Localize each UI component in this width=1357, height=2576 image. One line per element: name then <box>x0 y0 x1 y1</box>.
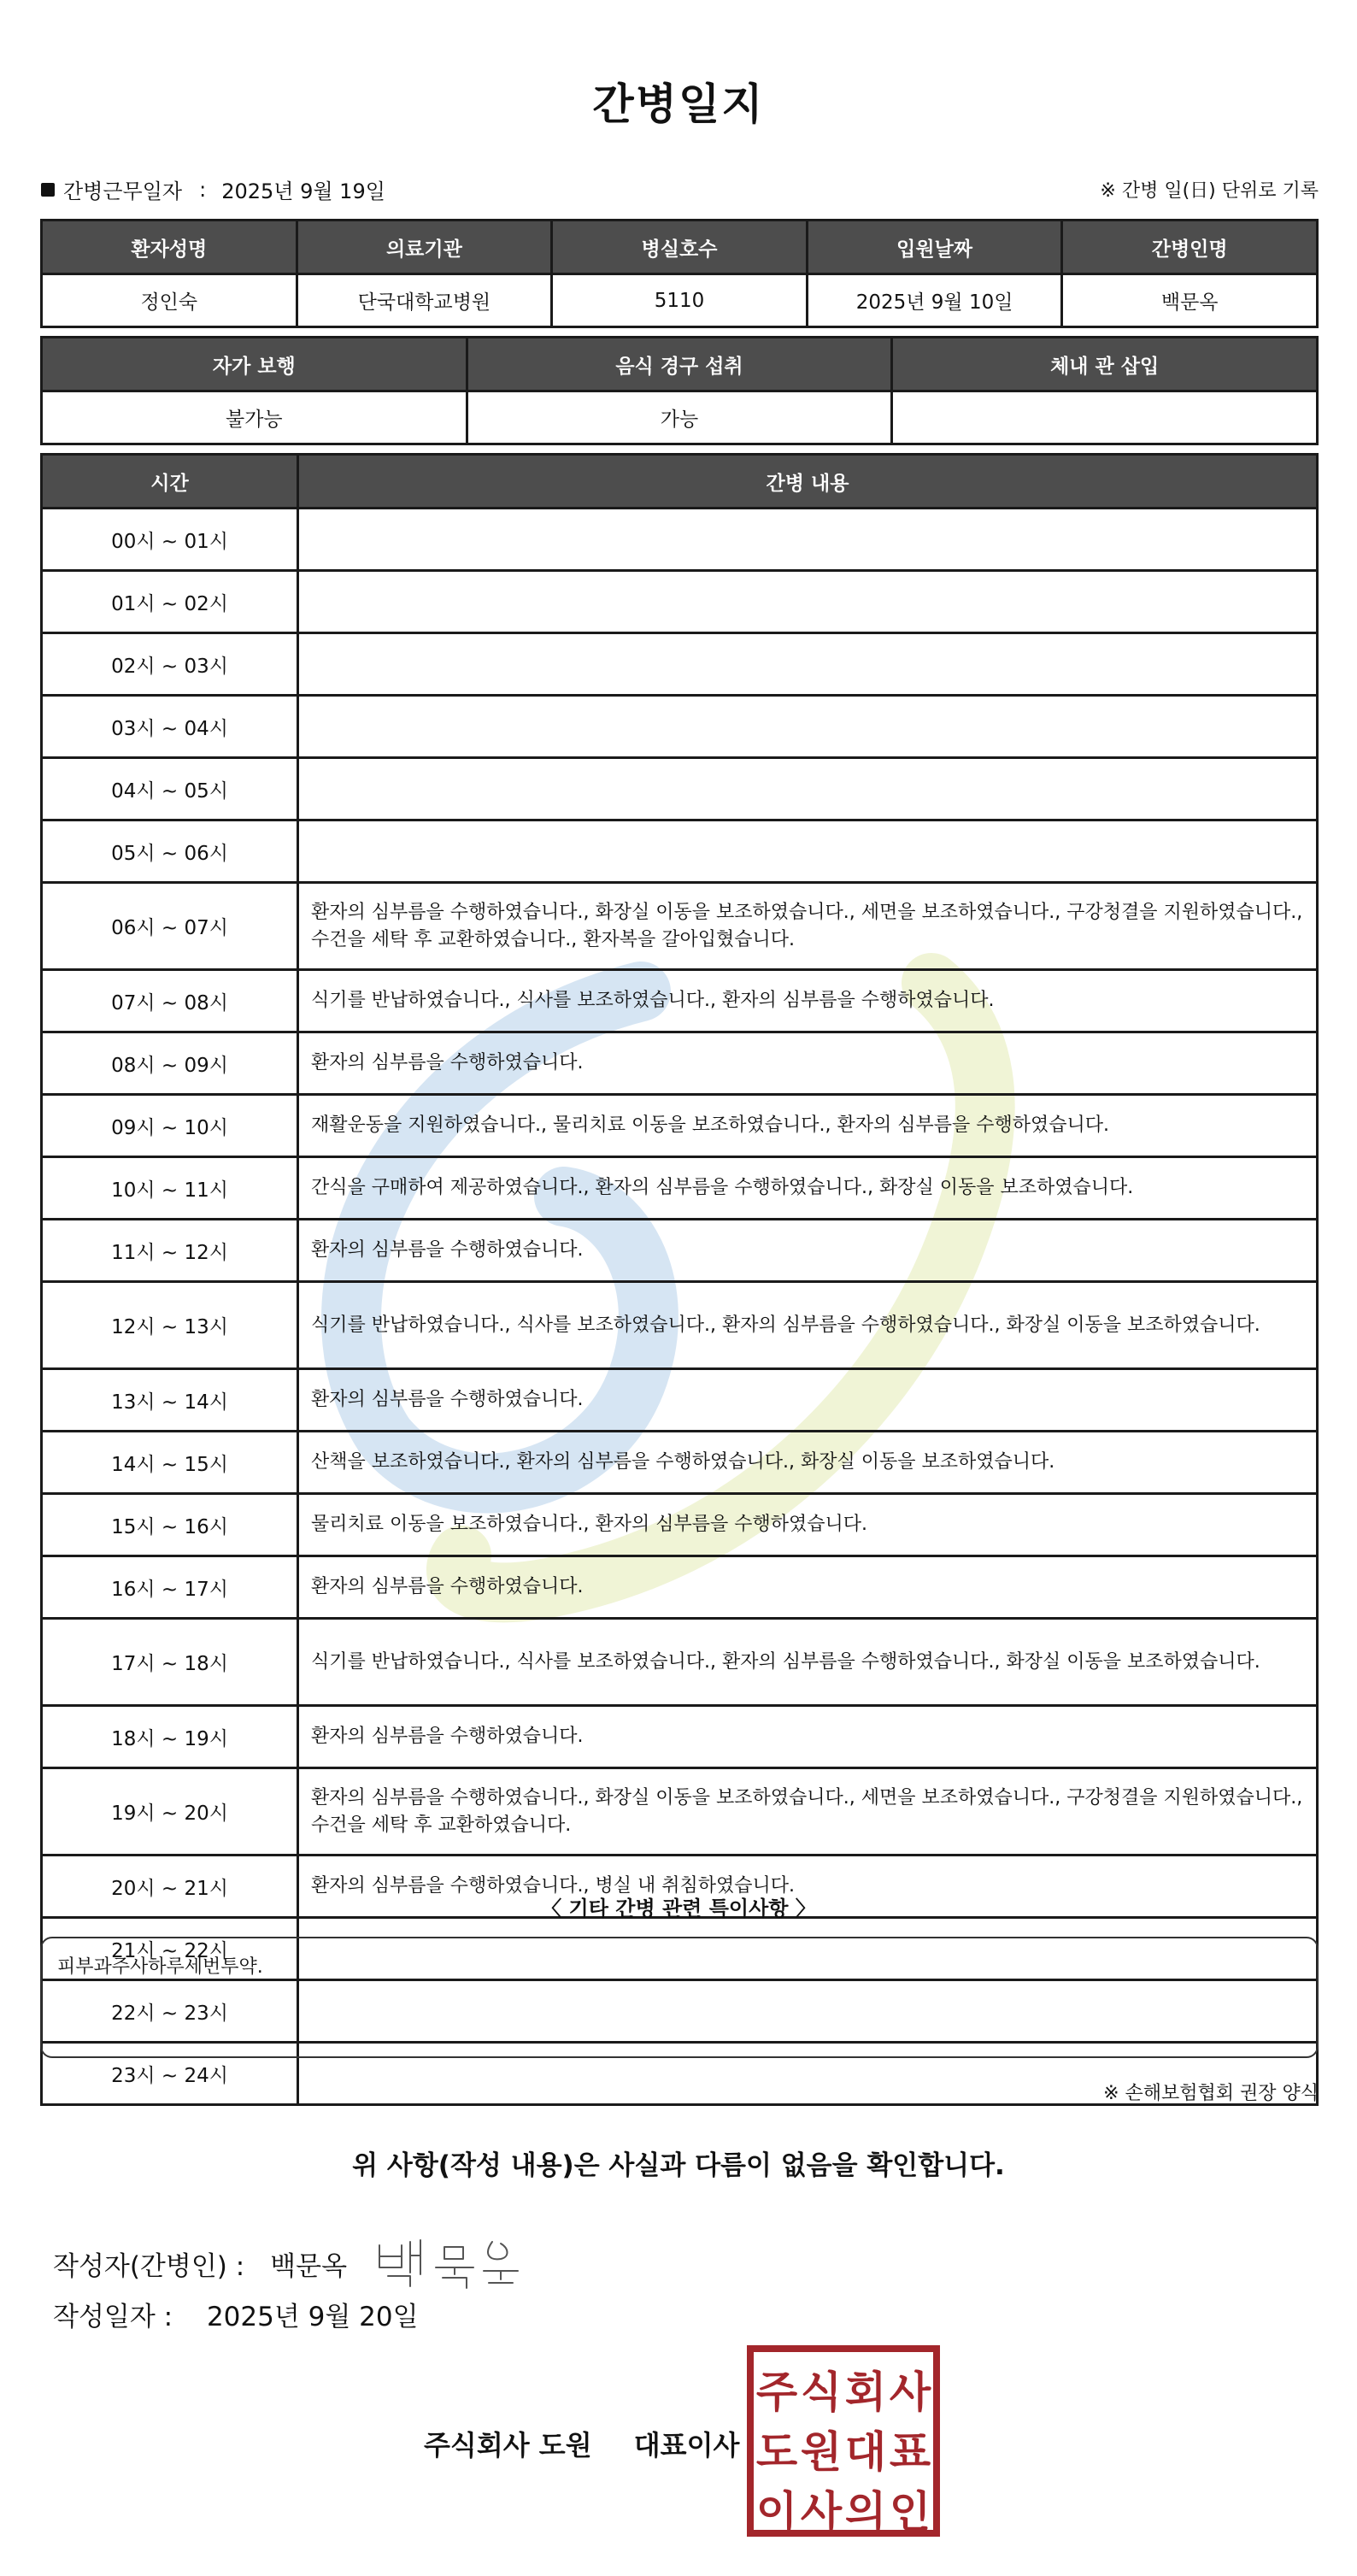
care-log-time: 04시 ~ 05시 <box>42 758 298 820</box>
hospital-name: 단국대학교병원 <box>297 274 552 327</box>
page-title: 간병일지 <box>592 79 765 129</box>
care-log-row <box>42 1220 1318 1282</box>
care-log-time: 21시 ~ 22시 <box>42 1918 298 1980</box>
room-number: 5110 <box>552 274 808 327</box>
handwritten-signature <box>373 2233 526 2293</box>
care-log-time: 06시 ~ 07시 <box>42 883 298 970</box>
seal-character: 표 <box>889 2427 931 2477</box>
company-line <box>424 2424 739 2463</box>
care-log-row <box>42 758 1318 820</box>
care-log-content: 환자의 심부름을 수행하였습니다. <box>298 1032 1318 1095</box>
care-log-content <box>298 758 1318 820</box>
seal-character: 주 <box>755 2367 798 2417</box>
seal-character: 원 <box>800 2427 843 2477</box>
header-patient-name: 환자성명 <box>42 221 297 274</box>
unit-note: ※ 간병 일(日) 단위로 기록 <box>1100 180 1319 202</box>
care-log-row <box>42 883 1318 970</box>
association-note: ※ 손해보험협회 권장 양식 <box>1103 2083 1319 2104</box>
care-log-content: 환자의 심부름을 수행하였습니다. <box>298 1556 1318 1619</box>
care-log-row <box>42 1494 1318 1556</box>
notes-box <box>40 1937 1319 2058</box>
care-log-content: 식기를 반납하였습니다., 식사를 보조하였습니다., 환자의 심부름을 수행하였습니다., 화장실 이동을 보조하였습니다. <box>298 1619 1318 1706</box>
tube-insertion-value <box>892 391 1318 444</box>
care-log-row <box>42 633 1318 696</box>
care-log-time: 00시 ~ 01시 <box>42 509 298 571</box>
notes-heading: 〈 기타 간병 관련 특이사항 〉 <box>541 1897 816 1920</box>
patient-info-value-row <box>42 274 1318 327</box>
care-log-row <box>42 1556 1318 1619</box>
patient-status-header-row <box>42 338 1318 391</box>
seal-character: 대 <box>844 2427 887 2477</box>
care-log-content: 산책을 보조하였습니다., 환자의 심부름을 수행하였습니다., 화장실 이동을 보조하였습니다. <box>298 1432 1318 1494</box>
care-log-time: 11시 ~ 12시 <box>42 1220 298 1282</box>
care-log-time: 14시 ~ 15시 <box>42 1432 298 1494</box>
patient-name: 정인숙 <box>42 274 297 327</box>
patient-info-header-row <box>42 221 1318 274</box>
care-log-row <box>42 1369 1318 1432</box>
patient-info-table <box>40 219 1319 328</box>
care-log-row <box>42 820 1318 883</box>
header-caregiver-name: 간병인명 <box>1062 221 1318 274</box>
care-log-row <box>42 970 1318 1032</box>
seal-character: 이 <box>755 2487 798 2537</box>
care-log-content: 환자의 심부름을 수행하였습니다. <box>298 1220 1318 1282</box>
seal-character: 의 <box>844 2487 887 2537</box>
care-log-row <box>42 509 1318 571</box>
care-log-time: 20시 ~ 21시 <box>42 1856 298 1918</box>
header-self-walking: 자가 보행 <box>42 338 467 391</box>
care-log-time: 23시 ~ 24시 <box>42 2043 298 2105</box>
header-hospital: 의료기관 <box>297 221 552 274</box>
written-date-line <box>53 2295 419 2333</box>
care-log-content: 물리치료 이동을 보조하였습니다., 환자의 심부름을 수행하였습니다. <box>298 1494 1318 1556</box>
work-date <box>41 174 385 204</box>
company-representative-title: 대표이사 <box>633 2429 740 2461</box>
care-log-content: 환자의 심부름을 수행하였습니다., 화장실 이동을 보조하였습니다., 세면을 보조하였습니다., 구강청결을 지원하였습니다., 수건을 세탁 후 교환하였습니다., 환자복을 갈아입혔습니다. <box>298 883 1318 970</box>
care-log-time: 07시 ~ 08시 <box>42 970 298 1032</box>
care-log-content <box>298 820 1318 883</box>
care-log-content <box>298 696 1318 758</box>
self-walking-value: 불가능 <box>42 391 467 444</box>
care-log-content <box>298 633 1318 696</box>
seal-character: 도 <box>755 2427 798 2477</box>
writer-line <box>53 2233 526 2293</box>
care-log-row <box>42 1619 1318 1706</box>
care-log-time: 10시 ~ 11시 <box>42 1157 298 1220</box>
care-log-time: 17시 ~ 18시 <box>42 1619 298 1706</box>
confirmation-statement: 위 사항(작성 내용)은 사실과 다름이 없음을 확인합니다. <box>352 2150 1005 2181</box>
care-log-time: 15시 ~ 16시 <box>42 1494 298 1556</box>
care-log-row <box>42 1768 1318 1856</box>
care-log-content: 식기를 반납하였습니다., 식사를 보조하였습니다., 환자의 심부름을 수행하였습니다. <box>298 970 1318 1032</box>
seal-character: 사 <box>800 2487 843 2537</box>
seal-character: 회 <box>844 2367 887 2417</box>
header-oral-intake: 음식 경구 섭취 <box>467 338 892 391</box>
writer-name: 백문옥 <box>270 2250 348 2282</box>
notes-text: 피부과주사하루세번투약. <box>57 1956 263 1978</box>
care-log-time: 08시 ~ 09시 <box>42 1032 298 1095</box>
seal-character: 사 <box>889 2367 931 2417</box>
care-log-time: 13시 ~ 14시 <box>42 1369 298 1432</box>
care-log-row <box>42 1095 1318 1157</box>
care-log-time: 05시 ~ 06시 <box>42 820 298 883</box>
admission-date: 2025년 9월 10일 <box>807 274 1062 327</box>
care-log-time: 03시 ~ 04시 <box>42 696 298 758</box>
header-care-content: 간병 내용 <box>298 455 1318 509</box>
writer-label: 작성자(간병인) : <box>53 2250 245 2282</box>
care-log-row <box>42 1157 1318 1220</box>
care-log-time: 01시 ~ 02시 <box>42 571 298 633</box>
care-log-content: 식기를 반납하였습니다., 식사를 보조하였습니다., 환자의 심부름을 수행하였습니다., 화장실 이동을 보조하였습니다. <box>298 1282 1318 1369</box>
care-log-content: 재활운동을 지원하였습니다., 물리치료 이동을 보조하였습니다., 환자의 심부름을 수행하였습니다. <box>298 1095 1318 1157</box>
work-date-value: 2025년 9월 19일 <box>221 179 385 203</box>
header-room-number: 병실호수 <box>552 221 808 274</box>
care-log-time: 18시 ~ 19시 <box>42 1706 298 1768</box>
work-date-label: 간병근무일자 <box>63 179 183 203</box>
care-log-time: 02시 ~ 03시 <box>42 633 298 696</box>
care-log-content: 간식을 구매하여 제공하였습니다., 환자의 심부름을 수행하였습니다., 화장실 이동을 보조하였습니다. <box>298 1157 1318 1220</box>
care-log-header-row <box>42 455 1318 509</box>
care-log-time: 09시 ~ 10시 <box>42 1095 298 1157</box>
bullet-square-icon <box>41 183 55 197</box>
header-tube-insertion: 체내 관 삽입 <box>892 338 1318 391</box>
work-date-colon: : <box>199 177 207 202</box>
care-log-time: 19시 ~ 20시 <box>42 1768 298 1856</box>
company-name: 주식회사 도원 <box>424 2429 592 2461</box>
care-log-row <box>42 1282 1318 1369</box>
care-log-content: 환자의 심부름을 수행하였습니다. <box>298 1369 1318 1432</box>
care-log-table <box>40 453 1319 2106</box>
header-admission-date: 입원날짜 <box>807 221 1062 274</box>
patient-status-value-row <box>42 391 1318 444</box>
seal-character: 인 <box>889 2487 931 2537</box>
written-date-label: 작성일자 : <box>53 2302 173 2332</box>
header-time: 시간 <box>42 455 298 509</box>
seal-character: 식 <box>800 2367 843 2417</box>
care-log-content: 환자의 심부름을 수행하였습니다. <box>298 1706 1318 1768</box>
care-log-time: 16시 ~ 17시 <box>42 1556 298 1619</box>
caregiver-name: 백문옥 <box>1062 274 1318 327</box>
care-log-row <box>42 1706 1318 1768</box>
oral-intake-value: 가능 <box>467 391 892 444</box>
care-log-content: 환자의 심부름을 수행하였습니다., 병실 내 취침하였습니다. <box>298 1856 1318 1918</box>
care-log-time: 12시 ~ 13시 <box>42 1282 298 1369</box>
care-log-content <box>298 571 1318 633</box>
care-log-row <box>42 571 1318 633</box>
care-log-content <box>298 509 1318 571</box>
company-seal-stamp <box>745 2344 942 2538</box>
written-date-value: 2025년 9월 20일 <box>206 2302 419 2332</box>
care-log-row <box>42 1432 1318 1494</box>
care-log-content: 환자의 심부름을 수행하였습니다., 화장실 이동을 보조하였습니다., 세면을 보조하였습니다., 구강청결을 지원하였습니다., 수건을 세탁 후 교환하였습니다. <box>298 1768 1318 1856</box>
care-log-row <box>42 696 1318 758</box>
patient-status-table <box>40 336 1319 445</box>
care-log-time: 22시 ~ 23시 <box>42 1980 298 2043</box>
care-log-row <box>42 1032 1318 1095</box>
